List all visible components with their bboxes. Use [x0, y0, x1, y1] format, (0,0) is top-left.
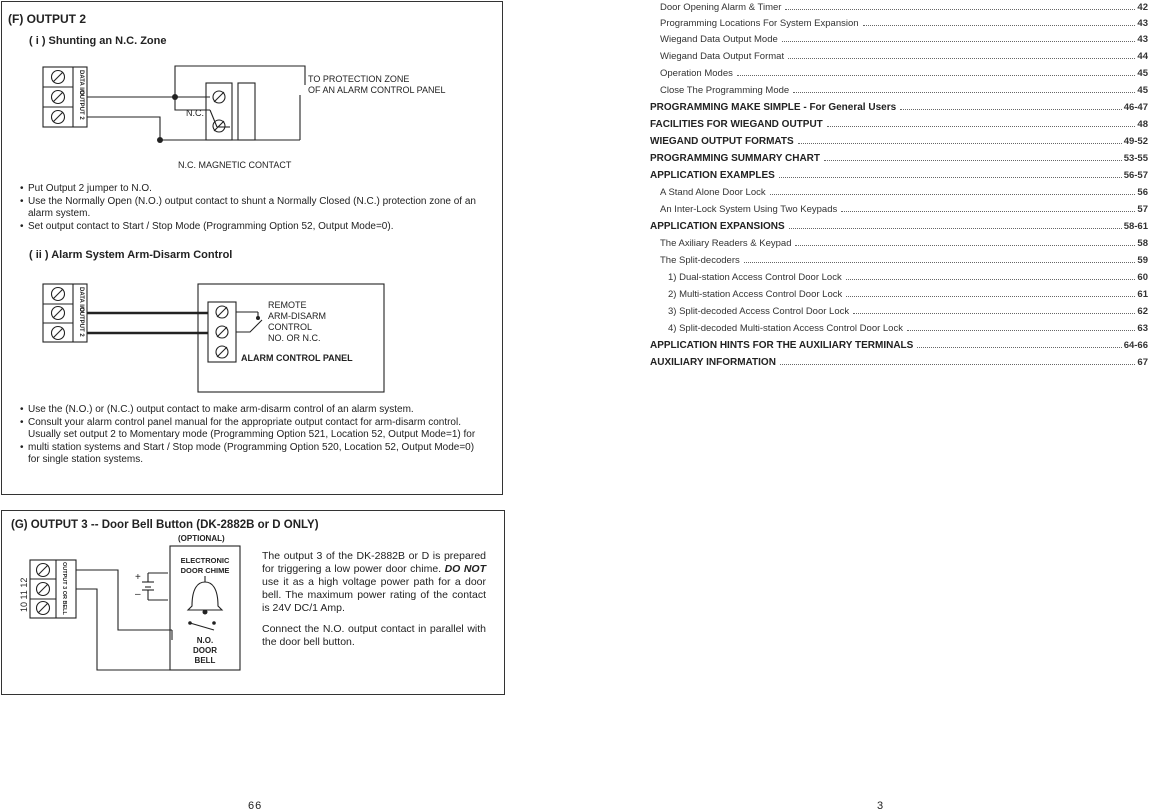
toc-entry	[650, 32, 1148, 45]
remote-label-2: ARM-DISARM	[268, 311, 326, 321]
toc-entry-label: Operation Modes	[660, 68, 733, 79]
toc-leader-dots	[780, 364, 1135, 365]
toc-entry-page: 53-55	[1123, 153, 1148, 164]
bullet: • Use the Normally Open (N.O.) output contact to shunt a Normally Closed (N.C.) protection zone of an	[20, 196, 495, 209]
door-chime-diagram	[0, 530, 260, 680]
toc-entry-label: 2) Multi-station Access Control Door Lock	[668, 289, 843, 300]
toc-entry-label: APPLICATION HINTS FOR THE AUXILIARY TERMINALS	[650, 340, 914, 351]
toc-entry-page: 59	[1137, 255, 1148, 266]
sub2-output-label: OUTPUT 2	[78, 307, 84, 337]
magnetic-contact-label: N.C. MAGNETIC CONTACT	[178, 160, 292, 170]
sub1-output-label: OUTPUT 2	[78, 90, 84, 120]
alarm-panel-label: ALARM CONTROL PANEL	[241, 353, 353, 363]
remote-label-1: REMOTE	[268, 300, 307, 310]
toc-entry-page: 48	[1137, 119, 1148, 130]
toc-entry	[650, 287, 1148, 300]
toc-leader-dots	[798, 143, 1122, 144]
protection-zone-line2: OF AN ALARM CONTROL PANEL	[308, 85, 446, 95]
optional-label: (OPTIONAL)	[178, 534, 225, 543]
toc-leader-dots	[827, 126, 1136, 127]
toc-entry-label: 4) Split-decoded Multi-station Access Control Door Lock	[668, 323, 903, 334]
nc-label: N.C.	[186, 108, 204, 118]
toc-entry-label: The Axiliary Readers & Keypad	[660, 238, 792, 249]
toc-entry-page: 58-61	[1123, 221, 1148, 232]
bullet-continuation: alarm system.	[28, 208, 91, 219]
toc-entry-label: PROGRAMMING MAKE SIMPLE - For General Users	[650, 102, 897, 113]
toc-entry-page: 56	[1137, 187, 1148, 198]
arm-disarm-diagram	[0, 270, 504, 400]
chime-label-2: DOOR CHIME	[180, 566, 230, 575]
toc-leader-dots	[846, 279, 1136, 280]
section-g-paragraph-2: Connect the N.O. output contact in parallel with the door bell button.	[262, 623, 486, 648]
toc-entry	[650, 355, 1148, 368]
toc-entry-page: 62	[1137, 306, 1148, 317]
toc-entry-label: Close The Programming Mode	[660, 85, 790, 96]
toc-entry-page: 44	[1137, 51, 1148, 62]
toc-entry	[650, 202, 1148, 215]
toc-leader-dots	[824, 160, 1122, 161]
toc-entry	[650, 134, 1148, 147]
sub2-bullets	[20, 404, 495, 467]
bullet: • Consult your alarm control panel manual for the appropriate output contact for arm-disarm control.	[20, 417, 495, 430]
section-g-paragraph-1: The output 3 of the DK-2882B or D is prepared for triggering a low power door chime. DO NOT use it as a high voltage power path for a door bell. The maximum power rating of the contact is 24V DC/1 Amp.	[262, 550, 486, 614]
toc-leader-dots	[795, 245, 1135, 246]
bullet-continuation: Usually set output 2 to Momentary mode (Programming Option 521, Location 52, Output Mode=1) for	[28, 429, 476, 440]
toc-entry	[650, 0, 1148, 13]
toc-entry-label: Wiegand Data Output Mode	[660, 34, 778, 45]
door-label-2: DOOR	[193, 646, 217, 655]
toc-entry	[650, 100, 1148, 113]
toc-entry	[650, 219, 1148, 232]
toc-leader-dots	[853, 313, 1135, 314]
bullet: • Use the (N.O.) or (N.C.) output contact to make arm-disarm control of an alarm system.	[20, 404, 495, 417]
toc-entry-page: 46-47	[1123, 102, 1148, 113]
toc-leader-dots	[788, 58, 1135, 59]
protection-zone-line1: TO PROTECTION ZONE	[308, 74, 410, 84]
toc-entry-page: 49-52	[1123, 136, 1148, 147]
do-not-emphasis: DO NOT	[444, 563, 486, 575]
section-g-title: (G) OUTPUT 3 -- Door Bell Button (DK-2882B or D ONLY)	[11, 519, 319, 531]
toc-entry-label: AUXILIARY INFORMATION	[650, 357, 776, 368]
toc-entry-label: 1) Dual-station Access Control Door Lock	[668, 272, 842, 283]
toc-entry	[650, 66, 1148, 79]
toc-leader-dots	[779, 177, 1122, 178]
toc-entry-page: 43	[1137, 34, 1148, 45]
toc-entry-page: 64-66	[1123, 340, 1148, 351]
toc-entry-label: An Inter-Lock System Using Two Keypads	[660, 204, 838, 215]
toc-entry-page: 57	[1137, 204, 1148, 215]
bullet: • Put Output 2 jumper to N.O.	[20, 183, 495, 196]
toc-entry	[650, 236, 1148, 249]
toc-entry	[650, 49, 1148, 62]
toc-entry-label: 3) Split-decoded Access Control Door Lock	[668, 306, 850, 317]
toc-entry-page: 61	[1137, 289, 1148, 300]
toc-entry-page: 63	[1137, 323, 1148, 334]
toc-entry-label: FACILITIES FOR WIEGAND OUTPUT	[650, 119, 823, 130]
toc-entry	[650, 151, 1148, 164]
toc-entry-page: 43	[1137, 18, 1148, 29]
toc-entry	[650, 117, 1148, 130]
toc-entry	[650, 270, 1148, 283]
toc-leader-dots	[789, 228, 1122, 229]
toc-entry-page: 58	[1137, 238, 1148, 249]
toc-entry-page: 45	[1137, 68, 1148, 79]
toc-leader-dots	[863, 25, 1136, 26]
toc-entry-page: 60	[1137, 272, 1148, 283]
toc-entry-page: 56-57	[1123, 170, 1148, 181]
toc-entry-label: A Stand Alone Door Lock	[660, 187, 766, 198]
toc-leader-dots	[917, 347, 1121, 348]
toc-entry	[650, 83, 1148, 96]
bullet: • multi station systems and Start / Stop mode (Programming Option 520, Location 52, Output Mode=0)	[20, 442, 495, 455]
toc-entry-label: Programming Locations For System Expansion	[660, 18, 859, 29]
output3-label: OUTPUT 3 OR BELL	[61, 562, 67, 615]
toc-leader-dots	[744, 262, 1136, 263]
toc-entry-label: Door Opening Alarm & Timer	[660, 2, 782, 13]
sub1-bullets	[20, 183, 495, 233]
toc-entry-label: APPLICATION EXAMPLES	[650, 170, 775, 181]
toc-entry	[650, 185, 1148, 198]
right-page-number: 3	[877, 800, 885, 812]
toc-entry	[650, 16, 1148, 29]
toc-entry	[650, 321, 1148, 334]
section-f-title: (F) OUTPUT 2	[8, 12, 86, 26]
toc-entry	[650, 168, 1148, 181]
toc-leader-dots	[907, 330, 1135, 331]
chime-label-1: ELECTRONIC	[180, 556, 230, 565]
left-page-number: 66	[248, 800, 263, 812]
plus-label: +	[135, 572, 141, 583]
toc-entry-page: 45	[1137, 85, 1148, 96]
terminals-label: 10 11 12	[19, 577, 29, 612]
toc-entry-page: 42	[1137, 2, 1148, 13]
toc-entry-label: The Split-decoders	[660, 255, 740, 266]
shunt-diagram	[0, 0, 504, 180]
toc-leader-dots	[785, 9, 1135, 10]
toc-leader-dots	[793, 92, 1135, 93]
bullet: • Set output contact to Start / Stop Mode (Programming Option 52, Output Mode=0).	[20, 221, 495, 234]
sub2-title: ( ii ) Alarm System Arm-Disarm Control	[29, 249, 233, 261]
door-label-1: N.O.	[196, 636, 214, 645]
toc-entry-label: PROGRAMMING SUMMARY CHART	[650, 153, 820, 164]
toc-entry	[650, 338, 1148, 351]
toc-entry-label: WIEGAND OUTPUT FORMATS	[650, 136, 794, 147]
toc-entry	[650, 304, 1148, 317]
sub1-data-label: DATA I/O	[78, 70, 84, 96]
toc-entry-label: APPLICATION EXPANSIONS	[650, 221, 785, 232]
toc-leader-dots	[846, 296, 1135, 297]
toc-entry	[650, 253, 1148, 266]
sub2-data-label: DATA I/O	[78, 287, 84, 313]
toc-leader-dots	[900, 109, 1122, 110]
toc-entry-label: Wiegand Data Output Format	[660, 51, 785, 62]
toc-entry-page: 67	[1137, 357, 1148, 368]
minus-label: –	[135, 589, 141, 600]
door-label-3: BELL	[194, 656, 216, 665]
toc-leader-dots	[770, 194, 1136, 195]
toc-leader-dots	[841, 211, 1135, 212]
sub1-title: ( i ) Shunting an N.C. Zone	[29, 35, 167, 47]
bullet-continuation: for single station systems.	[28, 454, 144, 465]
remote-label-3: CONTROL	[268, 322, 313, 332]
toc-leader-dots	[737, 75, 1136, 76]
toc-leader-dots	[782, 41, 1136, 42]
remote-label-4: NO. OR N.C.	[268, 333, 321, 343]
